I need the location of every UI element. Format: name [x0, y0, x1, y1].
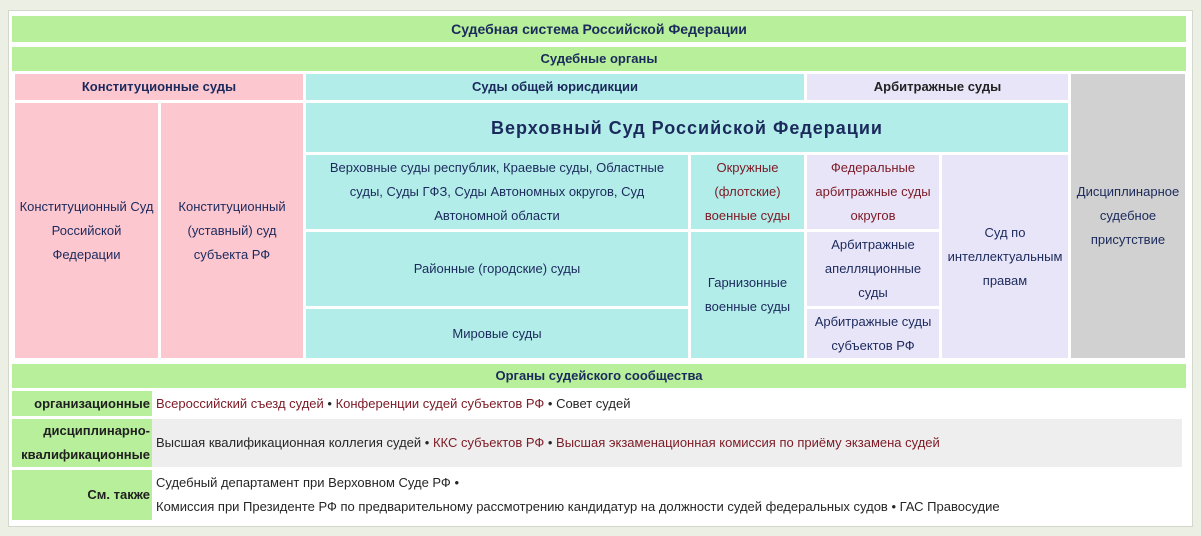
- appeal-arbitration-courts: Арбитражные апелляционные суды: [807, 232, 939, 306]
- column-arbitration: Арбитражные суды: [807, 74, 1068, 100]
- intellectual-property-court: Суд по интеллектуальным правам: [942, 155, 1068, 358]
- separator: •: [421, 435, 433, 450]
- disciplinary-presence: Дисциплинарное судебное присутствие: [1071, 74, 1185, 358]
- link-conferences[interactable]: Конференции судей субъектов РФ: [335, 395, 545, 411]
- row-organizational: [152, 391, 1182, 416]
- regional-courts: Верховные суды республик, Краевые суды, Областные суды, Суды ГФЗ, Суды Автономных округов, Суд Автономной области: [306, 155, 688, 229]
- subject-arbitration-courts: Арбитражные суды субъектов РФ: [807, 309, 939, 358]
- row-see-also: [152, 470, 1182, 520]
- column-constitutional: Конституционные суды: [15, 74, 303, 100]
- see-also-line-2: [156, 495, 1000, 519]
- separator: •: [887, 499, 900, 514]
- row-label-disciplinary: дисциплинарно-квалификационные: [12, 419, 152, 467]
- magistrate-courts: Мировые суды: [306, 309, 688, 358]
- separator: •: [544, 395, 557, 411]
- link-council[interactable]: Совет судей: [556, 395, 631, 411]
- link-presidential-commission[interactable]: Комиссия при Президенте РФ по предварительному рассмотрению кандидатур на должности судей федеральных судов: [156, 499, 888, 514]
- organs-header: Судебные органы: [12, 47, 1186, 71]
- link-judicial-department[interactable]: Судебный департамент при Верховном Суде РФ: [156, 475, 451, 490]
- separator: •: [450, 475, 463, 490]
- see-also-line-1: [156, 471, 463, 495]
- link-gas-pravosudie[interactable]: ГАС Правосудие: [899, 499, 1000, 514]
- row-label-see-also: См. также: [12, 470, 152, 520]
- community-header: Органы судейского сообщества: [12, 364, 1186, 388]
- separator: •: [323, 395, 336, 411]
- link-exam-commission[interactable]: Высшая экзаменационная комиссия по приёму экзамена судей: [556, 435, 940, 450]
- column-general: Суды общей юрисдикции: [306, 74, 804, 100]
- district-military-courts: Окружные (флотские) военные суды: [691, 155, 804, 229]
- link-congress[interactable]: Всероссийский съезд судей: [156, 395, 324, 411]
- garrison-military-courts: Гарнизонные военные суды: [691, 232, 804, 358]
- district-city-courts: Районные (городские) суды: [306, 232, 688, 306]
- federal-arbitration-courts: Федеральные арбитражные суды округов: [807, 155, 939, 229]
- separator: •: [544, 435, 557, 450]
- supreme-court: Верховный Суд Российской Федерации: [306, 103, 1068, 152]
- constitutional-court-rf: Конституционный Суд Российской Федерации: [15, 103, 158, 358]
- link-kks[interactable]: ККС субъектов РФ: [432, 435, 545, 450]
- constitutional-court-subject: Конституционный (уставный) суд субъекта РФ: [161, 103, 303, 358]
- link-high-qualification-board[interactable]: Высшая квалификационная коллегия судей: [156, 435, 422, 450]
- row-disciplinary: [152, 419, 1182, 467]
- table-title: Судебная система Российской Федерации: [12, 16, 1186, 42]
- row-label-organizational: организационные: [12, 391, 152, 416]
